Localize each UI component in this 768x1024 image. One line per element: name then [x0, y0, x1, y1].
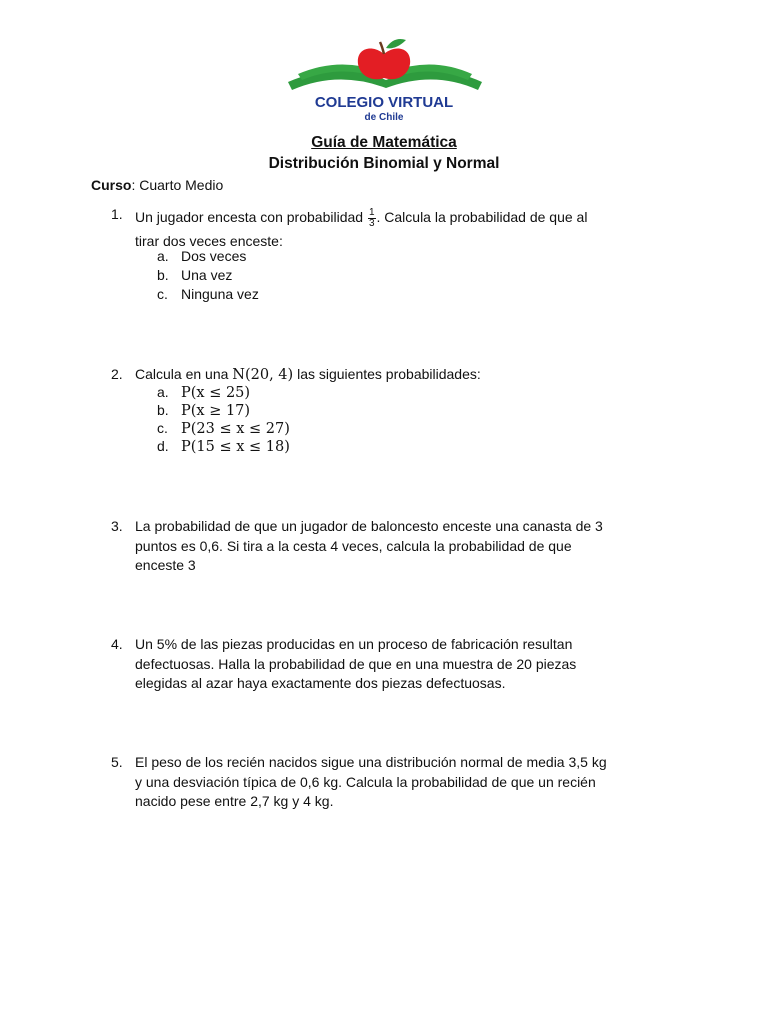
- list-item: d. P(15 ≤ x ≤ 18): [157, 438, 290, 455]
- math-expression: N(20, 4): [232, 367, 294, 383]
- question-line: y una desviación típica de 0,6 kg. Calcula la probabilidad de que un recién: [135, 773, 596, 790]
- question-line: El peso de los recién nacidos sigue una distribución normal de media 3,5 kg: [135, 754, 607, 770]
- fraction-numerator: 1: [368, 206, 375, 218]
- fraction-denominator: 3: [368, 217, 375, 229]
- list-item: c. P(23 ≤ x ≤ 27): [157, 420, 290, 437]
- question-number: 1.: [111, 206, 123, 222]
- question-number: 3.: [111, 518, 123, 534]
- fraction: [368, 208, 376, 229]
- question-text: . Calcula la probabilidad de que al: [376, 209, 588, 225]
- list-item: a. P(x ≤ 25): [157, 384, 251, 401]
- page-subtitle: Distribución Binomial y Normal: [268, 155, 500, 172]
- question-text: Un jugador encesta con probabilidad: [135, 209, 367, 225]
- question-number: 4.: [111, 636, 123, 652]
- list-item: a. Dos veces: [157, 248, 247, 264]
- course-line: [91, 177, 223, 193]
- logo-line1: COLEGIO VIRTUAL: [314, 94, 454, 111]
- question-text: tirar dos veces enceste:: [135, 233, 283, 249]
- question-line: defectuosas. Halla la probabilidad de que en una muestra de 20 piezas: [135, 655, 577, 672]
- question-number: 5.: [111, 754, 123, 770]
- question-line: elegidas al azar haya exactamente dos piezas defectuosas.: [135, 675, 506, 691]
- school-logo: [268, 24, 500, 132]
- question-line: nacido pese entre 2,7 kg y 4 kg.: [135, 793, 334, 809]
- question-line: Un 5% de las piezas producidas en un proceso de fabricación resultan: [135, 636, 573, 652]
- question-text: Calcula en una: [135, 366, 233, 382]
- question-line: puntos es 0,6. Si tira a la cesta 4 veces, calcula la probabilidad de que: [135, 537, 572, 554]
- course-value: : Cuarto Medio: [131, 177, 224, 193]
- question-number: 2.: [111, 366, 123, 382]
- course-label: Curso: [91, 177, 132, 193]
- list-item: c. Ninguna vez: [157, 286, 259, 302]
- page-title: Guía de Matemática: [311, 134, 457, 151]
- question-line: La probabilidad de que un jugador de baloncesto enceste una canasta de 3: [135, 518, 603, 534]
- list-item: b. Una vez: [157, 267, 233, 283]
- list-item: b. P(x ≥ 17): [157, 402, 251, 419]
- question-text: las siguientes probabilidades:: [293, 366, 481, 382]
- question-line: enceste 3: [135, 557, 196, 573]
- logo-line2: de Chile: [364, 112, 404, 123]
